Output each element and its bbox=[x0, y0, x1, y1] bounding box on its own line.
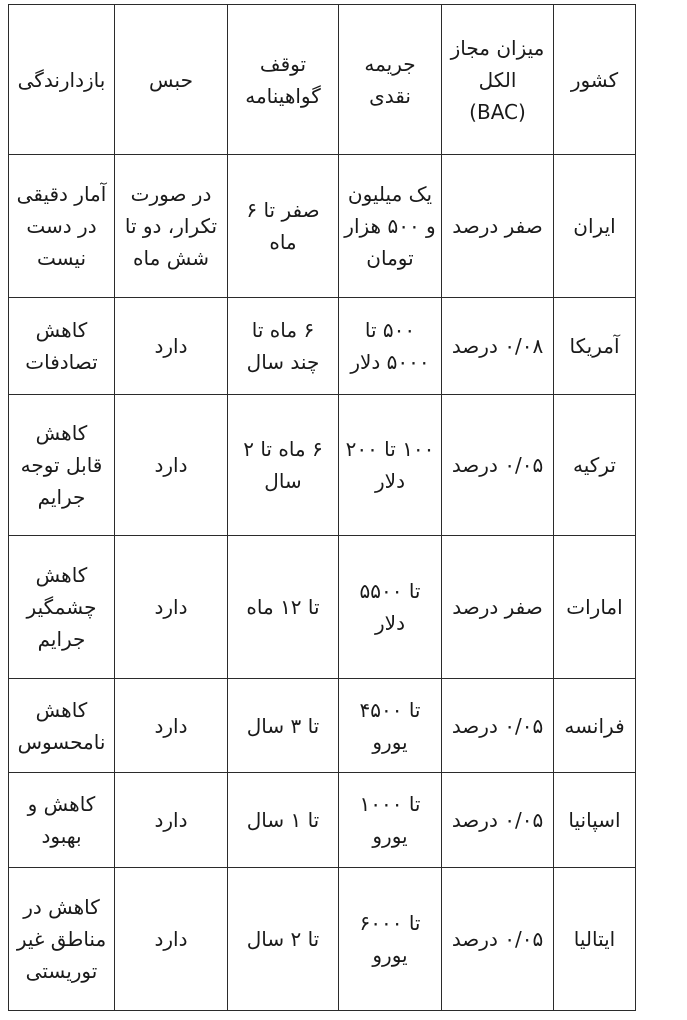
cell-fine: تا ۱۰۰۰ یورو bbox=[339, 773, 442, 868]
cell-country: ایتالیا bbox=[554, 868, 636, 1011]
cell-jail: دارد bbox=[115, 868, 228, 1011]
cell-deterrence: آمار دقیقی در دست نیست bbox=[9, 155, 115, 298]
cell-license-suspension: ۶ ماه تا چند سال bbox=[228, 298, 339, 395]
cell-deterrence: کاهش در مناطق غیر توریستی bbox=[9, 868, 115, 1011]
cell-country: اسپانیا bbox=[554, 773, 636, 868]
cell-jail: دارد bbox=[115, 536, 228, 679]
cell-fine: ۱۰۰ تا ۲۰۰ دلار bbox=[339, 395, 442, 536]
table-row bbox=[9, 395, 636, 536]
cell-deterrence: کاهش و بهبود bbox=[9, 773, 115, 868]
cell-license-suspension: تا ۱۲ ماه bbox=[228, 536, 339, 679]
cell-bac: صفر درصد bbox=[442, 155, 554, 298]
cell-license-suspension: ۶ ماه تا ۲ سال bbox=[228, 395, 339, 536]
drunk-driving-comparison-table bbox=[8, 4, 636, 1011]
table-row bbox=[9, 536, 636, 679]
cell-jail: دارد bbox=[115, 679, 228, 773]
cell-license-suspension: صفر تا ۶ ماه bbox=[228, 155, 339, 298]
table-row bbox=[9, 155, 636, 298]
table-row bbox=[9, 298, 636, 395]
cell-license-suspension: تا ۲ سال bbox=[228, 868, 339, 1011]
cell-bac: ۰/۰۵ درصد bbox=[442, 679, 554, 773]
header-bac: میزان مجاز الکل (BAC) bbox=[442, 5, 554, 155]
table-header-row bbox=[9, 5, 636, 155]
cell-license-suspension: تا ۱ سال bbox=[228, 773, 339, 868]
cell-jail: دارد bbox=[115, 298, 228, 395]
cell-jail: در صورت تکرار، دو تا شش ماه bbox=[115, 155, 228, 298]
cell-bac: ۰/۰۵ درصد bbox=[442, 395, 554, 536]
cell-fine: تا ۴۵۰۰ یورو bbox=[339, 679, 442, 773]
cell-fine: تا ۶۰۰۰ یورو bbox=[339, 868, 442, 1011]
cell-fine: ۵۰۰ تا ۵۰۰۰ دلار bbox=[339, 298, 442, 395]
header-license-suspension: توقف گواهینامه bbox=[228, 5, 339, 155]
cell-fine: تا ۵۵۰۰ دلار bbox=[339, 536, 442, 679]
table-row bbox=[9, 679, 636, 773]
header-jail: حبس bbox=[115, 5, 228, 155]
cell-country: امارات bbox=[554, 536, 636, 679]
cell-country: ایران bbox=[554, 155, 636, 298]
header-fine: جریمه نقدی bbox=[339, 5, 442, 155]
cell-country: فرانسه bbox=[554, 679, 636, 773]
cell-bac: ۰/۰۵ درصد bbox=[442, 868, 554, 1011]
cell-fine: یک میلیون و ۵۰۰ هزار تومان bbox=[339, 155, 442, 298]
header-country: کشور bbox=[554, 5, 636, 155]
cell-country: آمریکا bbox=[554, 298, 636, 395]
cell-license-suspension: تا ۳ سال bbox=[228, 679, 339, 773]
cell-bac: ۰/۰۸ درصد bbox=[442, 298, 554, 395]
cell-deterrence: کاهش چشمگیر جرایم bbox=[9, 536, 115, 679]
cell-deterrence: کاهش قابل توجه جرایم bbox=[9, 395, 115, 536]
cell-deterrence: کاهش نامحسوس bbox=[9, 679, 115, 773]
cell-jail: دارد bbox=[115, 395, 228, 536]
table-row bbox=[9, 773, 636, 868]
cell-bac: ۰/۰۵ درصد bbox=[442, 773, 554, 868]
cell-deterrence: کاهش تصادفات bbox=[9, 298, 115, 395]
cell-country: ترکیه bbox=[554, 395, 636, 536]
table-row bbox=[9, 868, 636, 1011]
cell-jail: دارد bbox=[115, 773, 228, 868]
header-deterrence: بازدارندگی bbox=[9, 5, 115, 155]
cell-bac: صفر درصد bbox=[442, 536, 554, 679]
